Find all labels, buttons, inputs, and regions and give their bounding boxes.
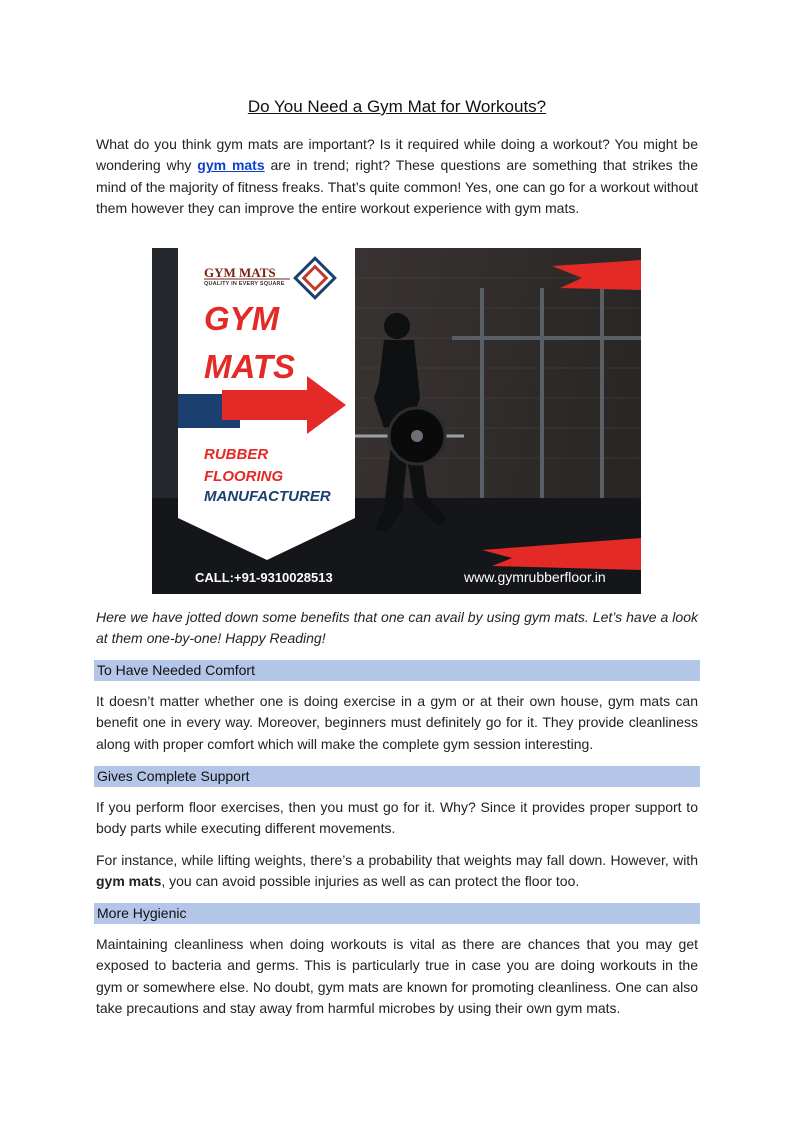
website-url: www.gymrubberfloor.in <box>464 569 606 585</box>
intro-text-1: What do you think gym mats are important? Is it required while doing a workout? You might be wondering why <box>96 136 698 174</box>
support-text-2: , you can avoid possible injuries as well as can protect the floor too. <box>161 873 580 890</box>
gym-mats-link[interactable]: gym mats <box>197 157 265 174</box>
sub-line-3: MANUFACTURER <box>204 488 331 505</box>
phone-number: CALL:+91-9310028513 <box>195 570 333 585</box>
headline-line-2: MATS <box>204 348 296 385</box>
support-text-1: For instance, while lifting weights, there’s a probability that weights may fall down. However, with <box>96 852 698 868</box>
headline-line-1: GYM <box>204 300 280 337</box>
intro-text-2: are in trend; right? These questions are something that strikes the mind of the majority of fitness freaks. That’s quite common! Yes, one can go for a workout without them however they can improve the entire workout experience with gym mats. <box>96 157 699 217</box>
benefits-intro: Here we have jotted down some benefits that one can avail by using gym mats. Let’s have a look at them one-by-one! Happy Reading! <box>96 609 698 647</box>
sub-line-2: FLOORING <box>204 468 284 485</box>
page-title: Do You Need a Gym Mat for Workouts? <box>247 97 547 116</box>
sub-line-1: RUBBER <box>204 446 269 463</box>
support-paragraph-1: If you perform floor exercises, then you must go for it. Why? Since it provides proper support to body parts while executing different movements. <box>96 799 698 837</box>
section-heading-comfort: To Have Needed Comfort <box>94 660 700 681</box>
section-heading-hygienic: More Hygienic <box>94 903 700 924</box>
section-heading-support: Gives Complete Support <box>94 766 700 787</box>
gym-mats-banner <box>152 248 641 594</box>
comfort-paragraph: It doesn’t matter whether one is doing exercise in a gym or at their own house, gym mats can benefit one in every way. Moreover, beginners must definitely go for it. They provide cleanliness along with proper comfort which will make the complete gym session interesting. <box>96 693 698 752</box>
support-paragraph-2 <box>96 850 698 893</box>
brand-name: GYM MATS <box>204 265 276 280</box>
intro-paragraph <box>96 134 698 220</box>
gym-mats-bold: gym mats <box>96 873 162 890</box>
brand-tagline: QUALITY IN EVERY SQUARE <box>204 281 285 287</box>
hygienic-paragraph: Maintaining cleanliness when doing workouts is vital as there are chances that you may get exposed to bacteria and germs. This is particularly true in case you are doing workouts in the gym or somewhere else. No doubt, gym mats are known for promoting cleanliness. One can also take precautions and stay away from harmful microbes by using their own gym mats. <box>96 936 698 1017</box>
